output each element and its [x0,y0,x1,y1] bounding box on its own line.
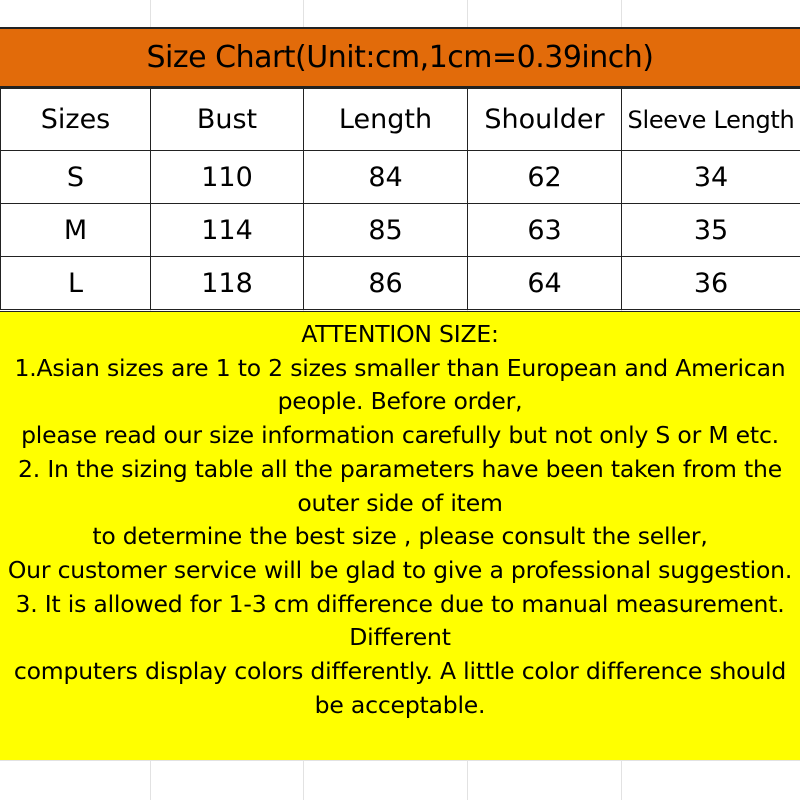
attention-line: to determine the best size , please consult the seller, [92,522,708,551]
column-header-sleeve-length: Sleeve Length [622,89,800,151]
cell-bust: 114 [151,204,304,257]
attention-line: Our customer service will be glad to give a professional suggestion. [7,555,793,584]
size-chart-title: Size Chart(Unit:cm,1cm=0.39inch) [0,27,800,88]
table-header-row [1,89,800,151]
cell-sleeve-length: 34 [622,151,800,204]
attention-line: outer side of item [297,488,503,517]
attention-heading: ATTENTION SIZE: [301,320,499,348]
table-row [1,257,800,310]
attention-line: Different [349,623,451,652]
cell-length: 86 [304,257,468,310]
attention-line: computers display colors differently. A little color difference should [13,657,787,686]
cell-size: L [1,257,151,310]
attention-line: please read our size information carefully but not only S or M etc. [21,421,779,450]
cell-sleeve-length: 36 [622,257,800,310]
cell-sleeve-length: 35 [622,204,800,257]
attention-line: people. Before order, [277,387,523,416]
attention-line: 1.Asian sizes are 1 to 2 sizes smaller than European and American [14,353,786,382]
cell-length: 85 [304,204,468,257]
column-header-sizes: Sizes [1,89,151,151]
cell-length: 84 [304,151,468,204]
cell-shoulder: 64 [468,257,622,310]
column-header-length: Length [304,89,468,151]
cell-bust: 110 [151,151,304,204]
attention-line: 2. In the sizing table all the parameters have been taken from the [18,454,782,483]
table-row [1,204,800,257]
cell-shoulder: 63 [468,204,622,257]
cell-bust: 118 [151,257,304,310]
column-header-shoulder: Shoulder [468,89,622,151]
size-table [0,88,800,310]
cell-shoulder: 62 [468,151,622,204]
column-header-bust: Bust [151,89,304,151]
attention-notice [0,311,800,760]
table-row [1,151,800,204]
cell-size: S [1,151,151,204]
cell-size: M [1,204,151,257]
attention-line: 3. It is allowed for 1-3 cm difference due to manual measurement. [15,589,785,618]
attention-line: be acceptable. [314,690,486,719]
